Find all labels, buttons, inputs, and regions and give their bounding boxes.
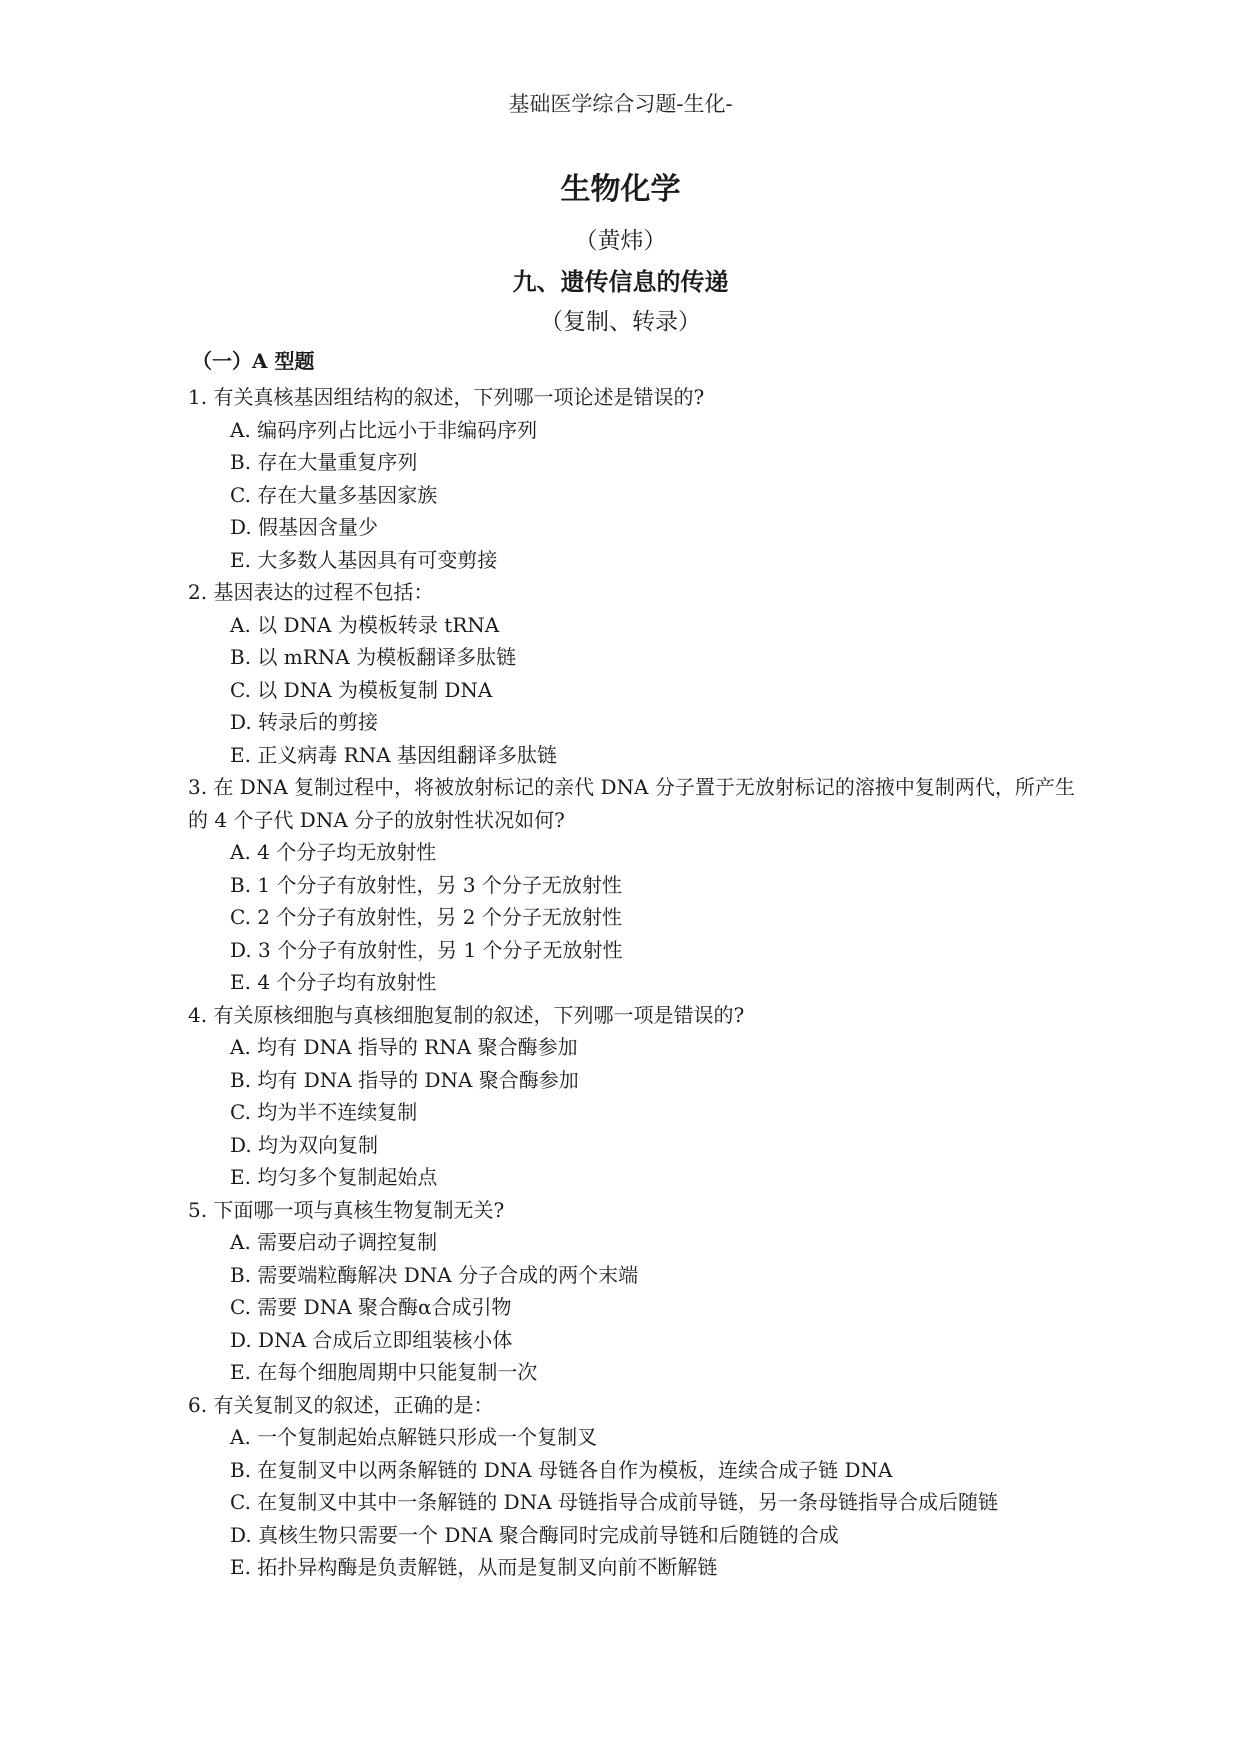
- answer-option: A. 均有 DNA 指导的 RNA 聚合酶参加: [230, 1035, 578, 1059]
- answer-option: D. 均为双向复制: [230, 1132, 379, 1157]
- question-block: [188, 1194, 1088, 1389]
- document-title: 生物化学: [560, 172, 681, 207]
- answer-option: B. 在复制叉中以两条解链的 DNA 母链各自作为模板，连续合成子链 DNA: [230, 1457, 893, 1482]
- answer-option: A. 以 DNA 为模板转录 tRNA: [230, 612, 500, 637]
- answer-option: E. 均匀多个复制起始点: [230, 1165, 438, 1189]
- answer-option: C. 均为半不连续复制: [230, 1100, 418, 1124]
- question-block: [188, 576, 1088, 771]
- answer-option: D. 转录后的剪接: [230, 710, 379, 734]
- chapter-subtitle: （复制、转录）: [540, 309, 701, 335]
- answer-option: E. 正义病毒 RNA 基因组翻译多肽链: [230, 742, 558, 767]
- answer-option: C. 存在大量多基因家族: [230, 482, 438, 507]
- answer-option: D. 真核生物只需要一个 DNA 聚合酶同时完成前导链和后随链的合成: [230, 1522, 839, 1547]
- question-stem: 5. 下面哪一项与真核生物复制无关?: [188, 1197, 505, 1222]
- answer-option: B. 存在大量重复序列: [230, 450, 418, 474]
- chapter-title: 九、遗传信息的传递: [512, 268, 729, 296]
- answer-option: B. 需要端粒酶解决 DNA 分子合成的两个末端: [230, 1262, 639, 1287]
- answer-option: C. 2 个分子有放射性，另 2 个分子无放射性: [230, 905, 622, 929]
- answer-option: A. 需要启动子调控复制: [230, 1230, 438, 1254]
- section-heading: （一）A 型题: [192, 349, 315, 373]
- answer-option: B. 以 mRNA 为模板翻译多肽链: [230, 645, 517, 669]
- answer-option: D. 3 个分子有放射性，另 1 个分子无放射性: [230, 937, 623, 962]
- question-block: [188, 999, 1088, 1194]
- question-stem: 2. 基因表达的过程不包括：: [188, 580, 434, 604]
- answer-option: C. 以 DNA 为模板复制 DNA: [230, 677, 493, 702]
- question-list: [188, 381, 1088, 1584]
- running-header: 基础医学综合习题-生化-: [508, 92, 733, 116]
- answer-option: A. 一个复制起始点解链只形成一个复制叉: [230, 1425, 598, 1449]
- answer-option: A. 4 个分子均无放射性: [230, 840, 437, 864]
- question-stem: 6. 有关复制叉的叙述，正确的是：: [188, 1392, 494, 1417]
- answer-option: E. 大多数人基因具有可变剪接: [230, 547, 498, 572]
- answer-option: B. 均有 DNA 指导的 DNA 聚合酶参加: [230, 1067, 579, 1092]
- question-stem: 4. 有关原核细胞与真核细胞复制的叙述，下列哪一项是错误的?: [188, 1002, 745, 1027]
- question-stem: 3. 在 DNA 复制过程中，将被放射标记的亲代 DNA 分子置于无放射标记的溶掖中复制两代，所产生的 4 个子代 DNA 分子的放射性状况如何?: [188, 775, 1075, 832]
- question-block: [188, 1389, 1088, 1584]
- answer-option: E. 拓扑异构酶是负责解链，从而是复制叉向前不断解链: [230, 1555, 718, 1579]
- question-stem: 1. 有关真核基因组结构的叙述，下列哪一项论述是错误的?: [188, 385, 705, 409]
- author-line: （黄炜）: [574, 228, 667, 254]
- answer-option: E. 4 个分子均有放射性: [230, 970, 437, 994]
- answer-option: C. 需要 DNA 聚合酶α合成引物: [230, 1295, 512, 1319]
- question-block: [188, 771, 1088, 999]
- answer-option: C. 在复制叉中其中一条解链的 DNA 母链指导合成前导链，另一条母链指导合成后随链: [230, 1490, 998, 1514]
- answer-option: E. 在每个细胞周期中只能复制一次: [230, 1360, 538, 1384]
- question-block: [188, 381, 1088, 576]
- answer-option: D. DNA 合成后立即组装核小体: [230, 1327, 513, 1352]
- answer-option: D. 假基因含量少: [230, 515, 379, 539]
- answer-option: A. 编码序列占比远小于非编码序列: [230, 417, 538, 442]
- answer-option: B. 1 个分子有放射性，另 3 个分子无放射性: [230, 872, 622, 897]
